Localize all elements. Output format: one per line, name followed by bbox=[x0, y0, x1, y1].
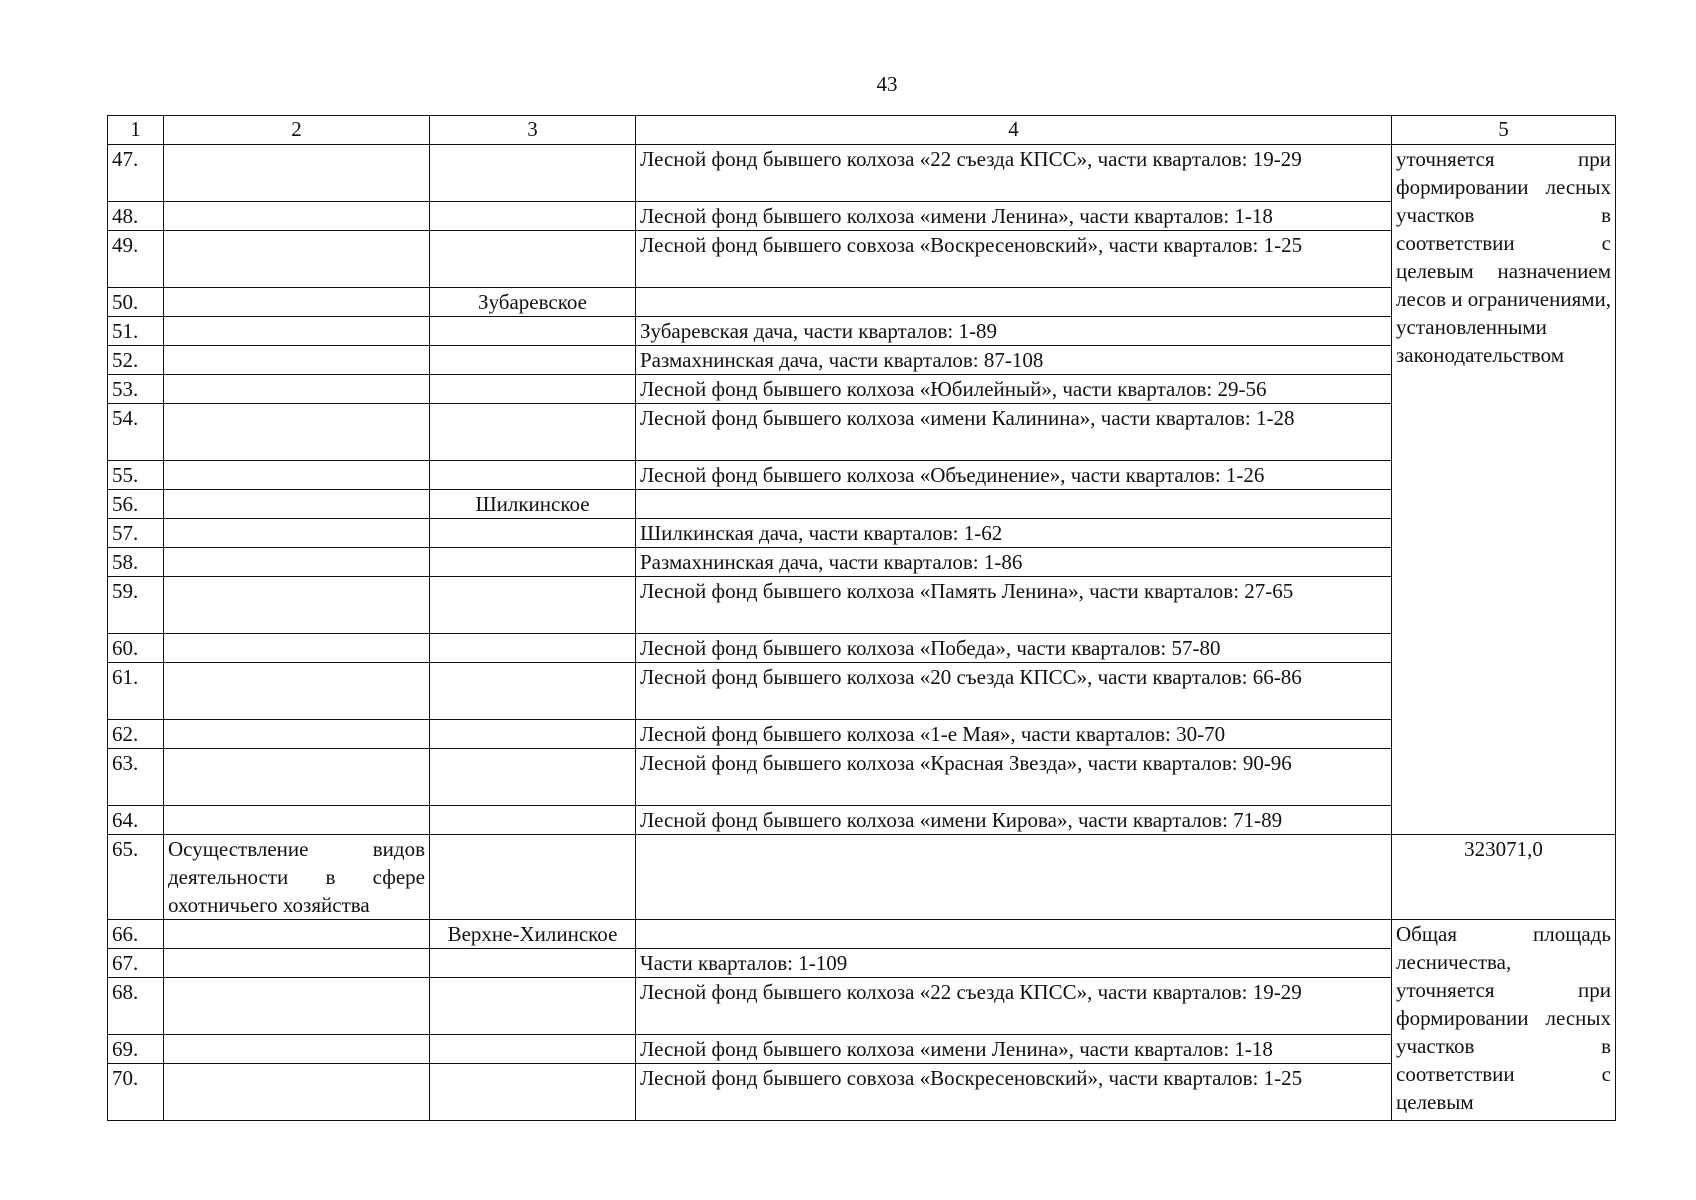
row-number: 61. bbox=[108, 663, 164, 720]
quarters-cell: Лесной фонд бывшего колхоза «22 съезда КПСС», части кварталов: 19-29 bbox=[636, 978, 1392, 1035]
district-cell bbox=[430, 634, 636, 663]
quarters-cell: Лесной фонд бывшего колхоза «имени Калинина», части кварталов: 1-28 bbox=[636, 404, 1392, 461]
quarters-cell: Лесной фонд бывшего колхоза «22 съезда КПСС», части кварталов: 19-29 bbox=[636, 145, 1392, 202]
activity-cell bbox=[164, 346, 430, 375]
table-row bbox=[108, 1064, 1616, 1121]
district-cell bbox=[430, 978, 636, 1035]
table-row bbox=[108, 720, 1616, 749]
row-number: 63. bbox=[108, 749, 164, 806]
row-number: 56. bbox=[108, 490, 164, 519]
activity-cell bbox=[164, 920, 430, 949]
row-number: 52. bbox=[108, 346, 164, 375]
activity-cell bbox=[164, 548, 430, 577]
quarters-cell: Лесной фонд бывшего колхоза «имени Ленина», части кварталов: 1-18 bbox=[636, 202, 1392, 231]
table-row bbox=[108, 288, 1616, 317]
table-row bbox=[108, 577, 1616, 634]
activity-cell bbox=[164, 490, 430, 519]
table-row bbox=[108, 663, 1616, 720]
quarters-cell: Лесной фонд бывшего колхоза «имени Ленина», части кварталов: 1-18 bbox=[636, 1035, 1392, 1064]
area-note-cell bbox=[1392, 145, 1616, 835]
forest-district-table bbox=[107, 115, 1616, 1121]
table-row bbox=[108, 202, 1616, 231]
activity-cell bbox=[164, 519, 430, 548]
row-number: 50. bbox=[108, 288, 164, 317]
activity-cell bbox=[164, 404, 430, 461]
table-header bbox=[108, 116, 1616, 145]
district-cell bbox=[430, 835, 636, 920]
quarters-cell bbox=[636, 920, 1392, 949]
district-cell: Верхне-Хилинское bbox=[430, 920, 636, 949]
activity-cell bbox=[164, 288, 430, 317]
activity-cell: Осуществление видов деятельности в сфере охотничьего хозяйства bbox=[164, 835, 430, 920]
quarters-cell: Зубаревская дача, части кварталов: 1-89 bbox=[636, 317, 1392, 346]
activity-cell bbox=[164, 978, 430, 1035]
table-row bbox=[108, 1035, 1616, 1064]
table-row bbox=[108, 749, 1616, 806]
quarters-cell: Размахнинская дача, части кварталов: 1-86 bbox=[636, 548, 1392, 577]
table-row bbox=[108, 949, 1616, 978]
table-row bbox=[108, 404, 1616, 461]
activity-cell bbox=[164, 202, 430, 231]
row-number: 48. bbox=[108, 202, 164, 231]
activity-cell bbox=[164, 663, 430, 720]
activity-cell bbox=[164, 145, 430, 202]
district-cell bbox=[430, 663, 636, 720]
district-cell bbox=[430, 346, 636, 375]
row-number: 70. bbox=[108, 1064, 164, 1121]
district-cell: Шилкинское bbox=[430, 490, 636, 519]
header-col-1: 1 bbox=[108, 116, 164, 145]
row-number: 64. bbox=[108, 806, 164, 835]
table-row bbox=[108, 978, 1616, 1035]
row-number: 66. bbox=[108, 920, 164, 949]
district-cell bbox=[430, 806, 636, 835]
activity-cell bbox=[164, 949, 430, 978]
quarters-cell: Лесной фонд бывшего колхоза «Красная Звезда», части кварталов: 90-96 bbox=[636, 749, 1392, 806]
page-number: 43 bbox=[876, 72, 898, 96]
quarters-cell: Лесной фонд бывшего колхоза «Победа», части кварталов: 57-80 bbox=[636, 634, 1392, 663]
district-cell bbox=[430, 1064, 636, 1121]
table-row bbox=[108, 461, 1616, 490]
row-number: 57. bbox=[108, 519, 164, 548]
table-row bbox=[108, 835, 1616, 920]
table-row bbox=[108, 145, 1616, 202]
row-number: 69. bbox=[108, 1035, 164, 1064]
activity-cell bbox=[164, 577, 430, 634]
row-number: 67. bbox=[108, 949, 164, 978]
table-row bbox=[108, 375, 1616, 404]
quarters-cell: Лесной фонд бывшего колхоза «Юбилейный», части кварталов: 29-56 bbox=[636, 375, 1392, 404]
quarters-cell bbox=[636, 288, 1392, 317]
row-number: 51. bbox=[108, 317, 164, 346]
activity-cell bbox=[164, 231, 430, 288]
district-cell bbox=[430, 749, 636, 806]
row-number: 59. bbox=[108, 577, 164, 634]
district-cell bbox=[430, 548, 636, 577]
row-number: 47. bbox=[108, 145, 164, 202]
header-col-3: 3 bbox=[430, 116, 636, 145]
district-cell bbox=[430, 202, 636, 231]
table-row bbox=[108, 920, 1616, 949]
table-row bbox=[108, 548, 1616, 577]
row-number: 49. bbox=[108, 231, 164, 288]
district-cell bbox=[430, 577, 636, 634]
quarters-cell: Лесной фонд бывшего колхоза «имени Кирова», части кварталов: 71-89 bbox=[636, 806, 1392, 835]
activity-cell bbox=[164, 749, 430, 806]
activity-cell bbox=[164, 720, 430, 749]
table-row bbox=[108, 806, 1616, 835]
activity-cell bbox=[164, 1064, 430, 1121]
activity-cell bbox=[164, 461, 430, 490]
district-cell bbox=[430, 404, 636, 461]
district-cell bbox=[430, 231, 636, 288]
quarters-cell: Части кварталов: 1-109 bbox=[636, 949, 1392, 978]
area-note-text: Общая площадь лесничества, уточняется при формировании лесных участков в соответствии с целевым bbox=[1396, 922, 1611, 1114]
district-cell bbox=[430, 519, 636, 548]
district-cell bbox=[430, 145, 636, 202]
table-row bbox=[108, 634, 1616, 663]
quarters-cell: Размахнинская дача, части кварталов: 87-108 bbox=[636, 346, 1392, 375]
row-number: 55. bbox=[108, 461, 164, 490]
district-cell bbox=[430, 461, 636, 490]
quarters-cell: Лесной фонд бывшего совхоза «Воскресеновский», части кварталов: 1-25 bbox=[636, 1064, 1392, 1121]
activity-cell bbox=[164, 317, 430, 346]
district-cell bbox=[430, 317, 636, 346]
table-row bbox=[108, 317, 1616, 346]
quarters-cell: Лесной фонд бывшего колхоза «20 съезда КПСС», части кварталов: 66-86 bbox=[636, 663, 1392, 720]
district-cell bbox=[430, 949, 636, 978]
quarters-cell: Шилкинская дача, части кварталов: 1-62 bbox=[636, 519, 1392, 548]
row-number: 60. bbox=[108, 634, 164, 663]
activity-cell bbox=[164, 375, 430, 404]
row-number: 54. bbox=[108, 404, 164, 461]
quarters-cell: Лесной фонд бывшего колхоза «1-е Мая», части кварталов: 30-70 bbox=[636, 720, 1392, 749]
row-number: 65. bbox=[108, 835, 164, 920]
district-cell bbox=[430, 375, 636, 404]
table-row bbox=[108, 519, 1616, 548]
area-value-cell: 323071,0 bbox=[1392, 835, 1616, 920]
quarters-cell: Лесной фонд бывшего колхоза «Объединение», части кварталов: 1-26 bbox=[636, 461, 1392, 490]
row-number: 62. bbox=[108, 720, 164, 749]
quarters-cell bbox=[636, 490, 1392, 519]
district-cell bbox=[430, 720, 636, 749]
district-cell: Зубаревское bbox=[430, 288, 636, 317]
table-row bbox=[108, 346, 1616, 375]
table-row bbox=[108, 490, 1616, 519]
header-col-4: 4 bbox=[636, 116, 1392, 145]
row-number: 58. bbox=[108, 548, 164, 577]
table-row bbox=[108, 231, 1616, 288]
area-note-cell bbox=[1392, 920, 1616, 1121]
row-number: 53. bbox=[108, 375, 164, 404]
quarters-cell: Лесной фонд бывшего колхоза «Память Ленина», части кварталов: 27-65 bbox=[636, 577, 1392, 634]
row-number: 68. bbox=[108, 978, 164, 1035]
activity-cell bbox=[164, 634, 430, 663]
header-col-2: 2 bbox=[164, 116, 430, 145]
activity-cell bbox=[164, 1035, 430, 1064]
district-cell bbox=[430, 1035, 636, 1064]
activity-cell bbox=[164, 806, 430, 835]
area-note-text: уточняется при формировании лесных участков в соответствии с целевым назначением лесов и ограничениями, установленными законодательством bbox=[1396, 147, 1612, 367]
quarters-cell: Лесной фонд бывшего совхоза «Воскресеновский», части кварталов: 1-25 bbox=[636, 231, 1392, 288]
quarters-cell bbox=[636, 835, 1392, 920]
header-col-5: 5 bbox=[1392, 116, 1616, 145]
